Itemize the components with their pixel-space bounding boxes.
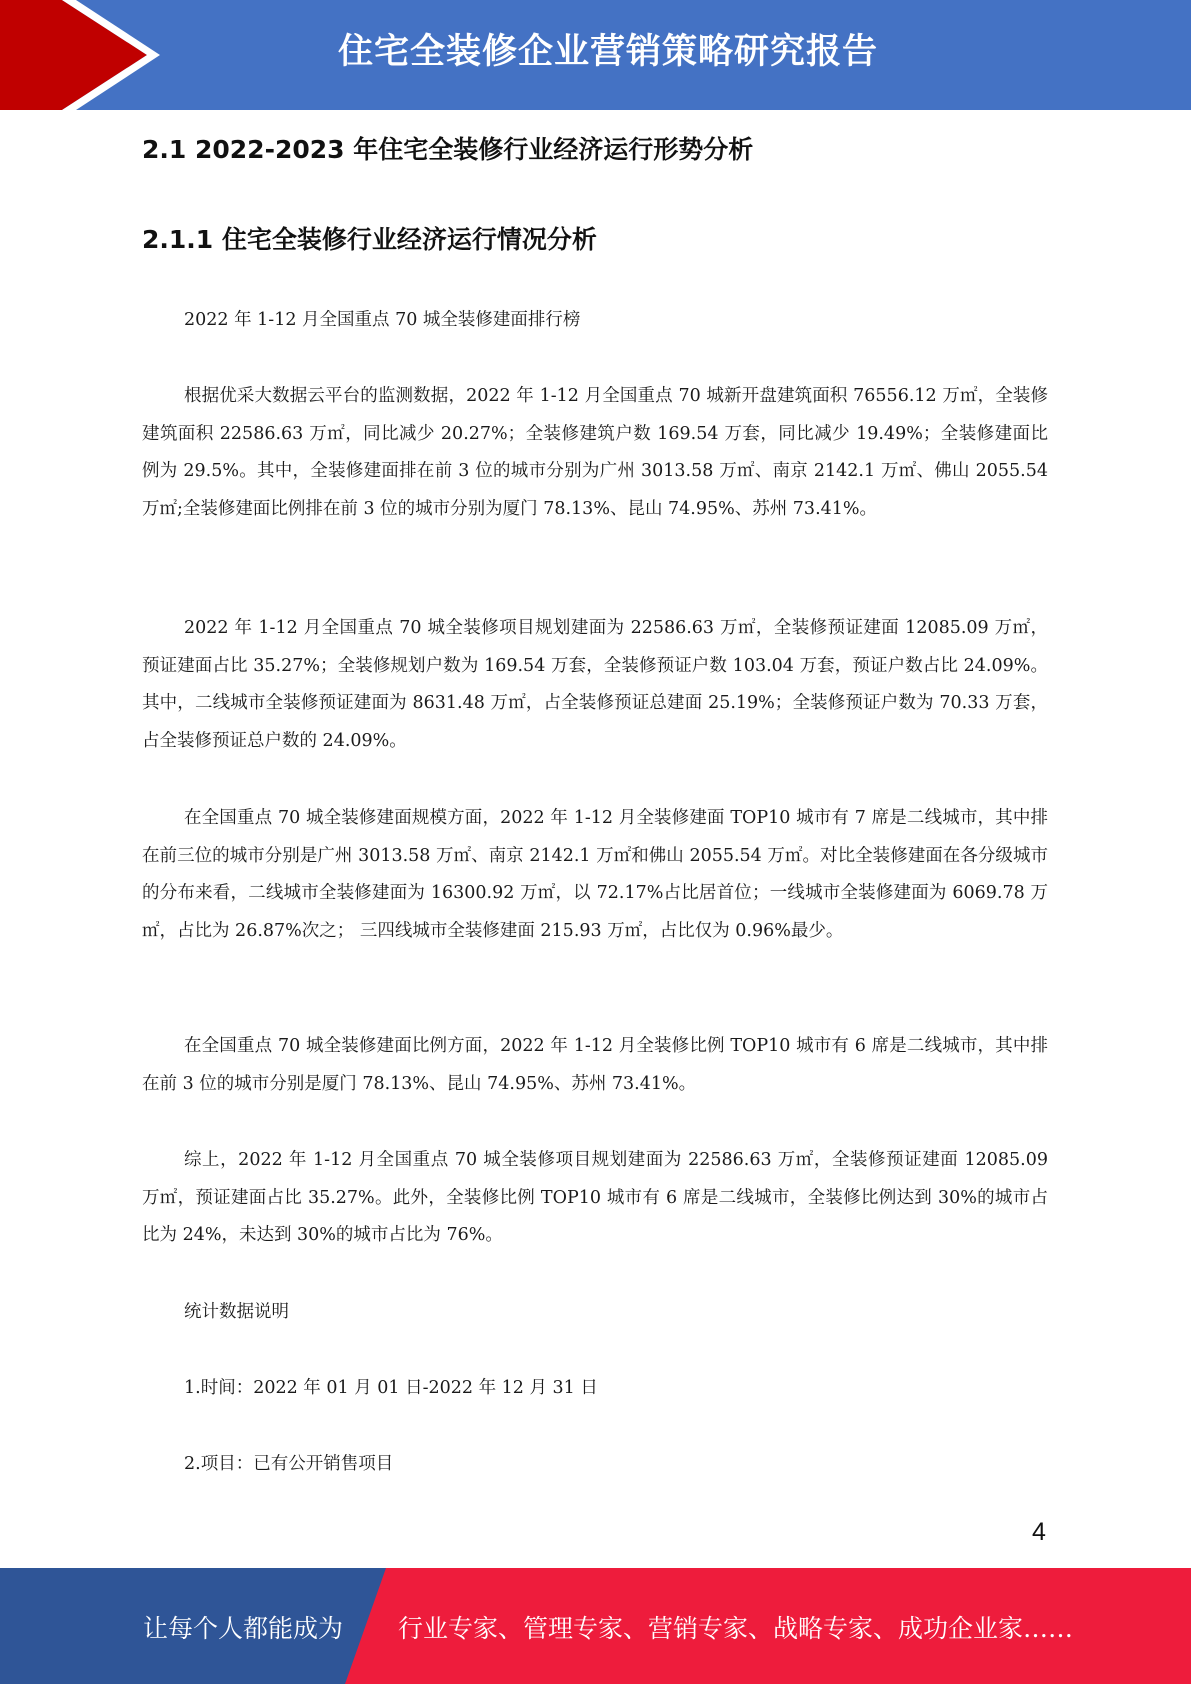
paragraph-monitoring-data: 根据优采大数据云平台的监测数据，2022 年 1-12 月全国重点 70 城新开盘建筑面积 76556.12 万㎡，全装修建筑面积 22586.63 万㎡，同比减少 20.27%；全装修建筑户数 169.54 万套，同比减少 19.49%；全装修建面比例为 29.5%。其中，全装修建面排在前 3 位的城市分别为广州 3013.58 万㎡、南京 2142.1 万㎡、佛山 2055.54 万㎡;全装修建面比例排在前 3 位的城市分别为厦门 78.13%、昆山 74.95%、苏州 73.41%。 [142, 386, 1048, 519]
section-heading: 2.1 2022-2023 年住宅全装修行业经济运行形势分析 [142, 135, 754, 164]
footer-slogan-right: 行业专家、管理专家、营销专家、战略专家、成功企业家…… [398, 1614, 1074, 1643]
paragraph-summary: 综上，2022 年 1-12 月全国重点 70 城全装修项目规划建面为 22586.63 万㎡，全装修预证建面 12085.09 万㎡，预证建面占比 35.27%。此外，全装修比例 TOP10 城市有 6 席是二线城市，全装修比例达到 30%的城市占比为 24%，未达到 30%的城市占比为 76%。 [142, 1150, 1048, 1246]
page-header [0, 0, 1191, 110]
page-number: 4 [1032, 1518, 1046, 1546]
paragraph-ratio: 在全国重点 70 城全装修建面比例方面，2022 年 1-12 月全装修比例 TOP10 城市有 6 席是二线城市，其中排在前 3 位的城市分别是厦门 78.13%、昆山 74.95%、苏州 73.41%。 [142, 1036, 1048, 1094]
paragraph-presale-data: 2022 年 1-12 月全国重点 70 城全装修项目规划建面为 22586.63 万㎡，全装修预证建面 12085.09 万㎡，预证建面占比 35.27%；全装修规划户数为 169.54 万套，全装修预证户数 103.04 万套，预证户数占比 24.09%。其中，二线城市全装修预证建面为 8631.48 万㎡，占全装修预证总建面 25.19%；全装修预证户数为 70.33 万套，占全装修预证总户数的 24.09%。 [142, 618, 1048, 751]
subsection-heading: 2.1.1 住宅全装修行业经济运行情况分析 [142, 225, 597, 254]
paragraph-stat-project: 2.项目：已有公开销售项目 [184, 1454, 394, 1474]
paragraph-stat-time: 1.时间：2022 年 01 月 01 日-2022 年 12 月 31 日 [184, 1378, 598, 1398]
page-footer [0, 1568, 1191, 1684]
paragraph-scale: 在全国重点 70 城全装修建面规模方面，2022 年 1-12 月全装修建面 TOP10 城市有 7 席是二线城市，其中排在前三位的城市分别是广州 3013.58 万㎡、南京 2142.1 万㎡和佛山 2055.54 万㎡。对比全装修建面在各分级城市的分布来看，二线城市全装修建面为 16300.92 万㎡，以 72.17%占比居首位；一线城市全装修建面为 6069.78 万㎡，占比为 26.87%次之； 三四线城市全装修建面 215.93 万㎡，占比仅为 0.96%最少。 [142, 808, 1048, 941]
paragraph-ranking-title: 2022 年 1-12 月全国重点 70 城全装修建面排行榜 [184, 310, 581, 330]
footer-slogan-left: 让每个人都能成为 [143, 1614, 344, 1643]
report-title: 住宅全装修企业营销策略研究报告 [337, 32, 878, 72]
paragraph-stat-notes-title: 统计数据说明 [184, 1302, 289, 1322]
